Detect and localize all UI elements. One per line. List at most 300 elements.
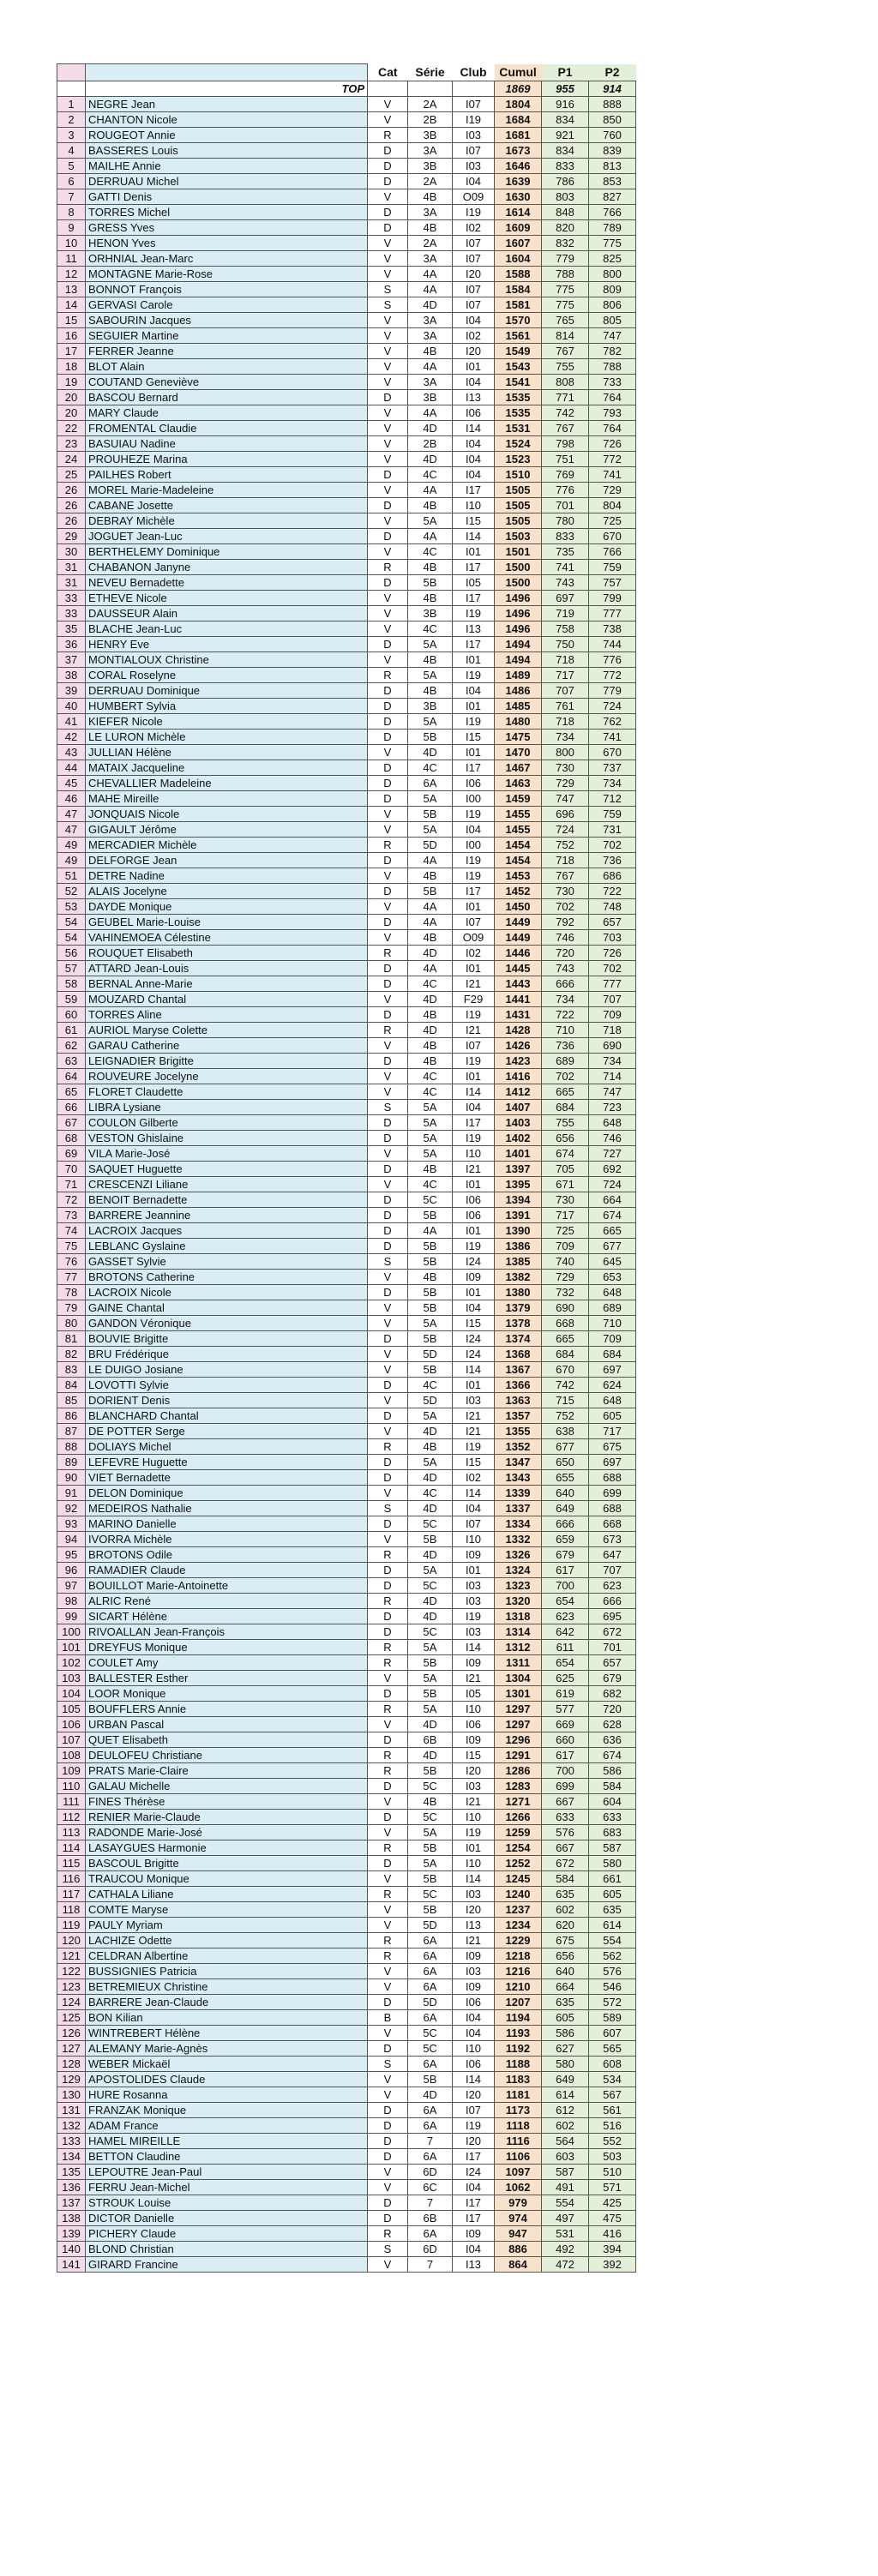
cell-rank: 111	[57, 1794, 86, 1810]
cell-name: BASCOUL Brigitte	[86, 1856, 368, 1871]
cell-cat: S	[368, 1100, 408, 1115]
cell-club: I21	[453, 1408, 495, 1424]
top-row	[57, 81, 636, 97]
cell-rank: 51	[57, 868, 86, 884]
cell-p1: 730	[542, 1192, 589, 1208]
cell-cat: R	[368, 1023, 408, 1038]
cell-serie: 5A	[408, 822, 453, 838]
cell-rank: 36	[57, 637, 86, 652]
cell-cat: V	[368, 1347, 408, 1362]
cell-p1: 668	[542, 1316, 589, 1331]
cell-serie: 4C	[408, 1177, 453, 1192]
cell-p2: 759	[589, 807, 636, 822]
cell-club: I21	[453, 1933, 495, 1949]
cell-cat: V	[368, 1362, 408, 1378]
cell-p2: 702	[589, 838, 636, 853]
cell-rank: 114	[57, 1840, 86, 1856]
cell-p1: 730	[542, 884, 589, 899]
cell-rank: 23	[57, 436, 86, 452]
cell-serie: 4C	[408, 621, 453, 637]
cell-p2: 684	[589, 1347, 636, 1362]
cell-cumul: 1355	[495, 1424, 542, 1439]
cell-serie: 5A	[408, 1100, 453, 1115]
cell-cumul: 1301	[495, 1686, 542, 1702]
cell-p2: 624	[589, 1378, 636, 1393]
cell-name: HAMEL MIREILLE	[86, 2134, 368, 2149]
cell-rank: 134	[57, 2149, 86, 2165]
cell-serie: 4A	[408, 529, 453, 544]
cell-p2: 800	[589, 267, 636, 282]
cell-rank: 130	[57, 2087, 86, 2103]
cell-rank: 112	[57, 1810, 86, 1825]
cell-rank: 121	[57, 1949, 86, 1964]
cell-serie: 5D	[408, 838, 453, 853]
cell-cat: D	[368, 730, 408, 745]
cell-p1: 602	[542, 1902, 589, 1918]
cell-serie: 4B	[408, 652, 453, 668]
cell-cat: S	[368, 282, 408, 297]
cell-rank: 58	[57, 976, 86, 992]
cell-cat: V	[368, 112, 408, 128]
cell-club: I13	[453, 621, 495, 637]
cell-cat: D	[368, 2134, 408, 2149]
cell-rank: 138	[57, 2211, 86, 2226]
cell-p1: 729	[542, 1270, 589, 1285]
cell-p1: 660	[542, 1732, 589, 1748]
cell-cat: V	[368, 1300, 408, 1316]
cell-rank: 104	[57, 1686, 86, 1702]
cell-name: MERCADIER Michèle	[86, 838, 368, 853]
cell-p2: 633	[589, 1810, 636, 1825]
cell-p2: 628	[589, 1717, 636, 1732]
cell-p2: 744	[589, 637, 636, 652]
cell-serie: 5C	[408, 2041, 453, 2057]
table-row	[57, 1501, 636, 1516]
cell-serie: 4B	[408, 498, 453, 513]
cell-club: I10	[453, 1146, 495, 1162]
header-cat: Cat	[368, 64, 408, 81]
cell-cat: D	[368, 714, 408, 730]
cell-cumul: 1630	[495, 189, 542, 205]
cell-cat: V	[368, 1871, 408, 1887]
cell-p1: 638	[542, 1424, 589, 1439]
table-row	[57, 776, 636, 791]
cell-name: DORIENT Denis	[86, 1393, 368, 1408]
cell-cumul: 1237	[495, 1902, 542, 1918]
cell-rank: 88	[57, 1439, 86, 1455]
cell-club: I07	[453, 236, 495, 251]
cell-name: CRESCENZI Liliane	[86, 1177, 368, 1192]
cell-cumul: 1496	[495, 621, 542, 637]
cell-club: O09	[453, 189, 495, 205]
cell-name: BLOT Alain	[86, 359, 368, 375]
cell-name: HENON Yves	[86, 236, 368, 251]
cell-club: I17	[453, 591, 495, 606]
cell-rank: 56	[57, 946, 86, 961]
cell-cat: R	[368, 1702, 408, 1717]
cell-cumul: 947	[495, 2226, 542, 2242]
cell-cat: V	[368, 359, 408, 375]
cell-name: BRU Frédérique	[86, 1347, 368, 1362]
table-row	[57, 637, 636, 652]
cell-p1: 718	[542, 853, 589, 868]
cell-p2: 724	[589, 1177, 636, 1192]
table-row	[57, 853, 636, 868]
cell-club: I19	[453, 112, 495, 128]
cell-serie: 6A	[408, 2226, 453, 2242]
cell-rank: 24	[57, 452, 86, 467]
cell-name: GAINE Chantal	[86, 1300, 368, 1316]
cell-rank: 76	[57, 1254, 86, 1270]
cell-p1: 697	[542, 591, 589, 606]
cell-club: I24	[453, 1254, 495, 1270]
cell-rank: 81	[57, 1331, 86, 1347]
cell-p2: 741	[589, 730, 636, 745]
cell-cat: V	[368, 1424, 408, 1439]
cell-serie: 4D	[408, 1470, 453, 1486]
table-row	[57, 976, 636, 992]
cell-cumul: 1446	[495, 946, 542, 961]
cell-p2: 567	[589, 2087, 636, 2103]
cell-rank: 95	[57, 1547, 86, 1563]
cell-cat: V	[368, 313, 408, 328]
cell-p1: 665	[542, 1084, 589, 1100]
table-row	[57, 1192, 636, 1208]
cell-cumul: 1401	[495, 1146, 542, 1162]
cell-serie: 4C	[408, 544, 453, 560]
cell-cat: D	[368, 1686, 408, 1702]
cell-rank: 26	[57, 483, 86, 498]
cell-p1: 667	[542, 1794, 589, 1810]
cell-name: BOUVIE Brigitte	[86, 1331, 368, 1347]
cell-name: GATTI Denis	[86, 189, 368, 205]
cell-serie: 4D	[408, 745, 453, 760]
cell-rank: 63	[57, 1054, 86, 1069]
cell-cumul: 1337	[495, 1501, 542, 1516]
cell-name: RIVOALLAN Jean-François	[86, 1624, 368, 1640]
cell-serie: 5A	[408, 1146, 453, 1162]
cell-serie: 5C	[408, 1624, 453, 1640]
cell-club: I03	[453, 1594, 495, 1609]
table-row	[57, 2180, 636, 2195]
cell-serie: 5B	[408, 1686, 453, 1702]
cell-name: MARINO Danielle	[86, 1516, 368, 1532]
table-row	[57, 730, 636, 745]
cell-p2: 657	[589, 1655, 636, 1671]
table-row	[57, 1115, 636, 1131]
cell-serie: 2B	[408, 436, 453, 452]
cell-p1: 603	[542, 2149, 589, 2165]
cell-cat: R	[368, 1547, 408, 1563]
cell-p2: 690	[589, 1038, 636, 1054]
cell-cumul: 1607	[495, 236, 542, 251]
cell-serie: 4D	[408, 1023, 453, 1038]
cell-club: I02	[453, 946, 495, 961]
cell-cumul: 1588	[495, 267, 542, 282]
cell-club: I24	[453, 1347, 495, 1362]
cell-rank: 77	[57, 1270, 86, 1285]
cell-cumul: 1106	[495, 2149, 542, 2165]
cell-serie: 5A	[408, 1671, 453, 1686]
table-row	[57, 1887, 636, 1902]
cell-rank: 1	[57, 97, 86, 112]
cell-rank: 33	[57, 591, 86, 606]
cell-p1: 620	[542, 1918, 589, 1933]
cell-p2: 788	[589, 359, 636, 375]
cell-club: I01	[453, 1069, 495, 1084]
table-row	[57, 544, 636, 560]
cell-cat: V	[368, 2180, 408, 2195]
cell-p2: 689	[589, 1300, 636, 1316]
cell-cumul: 1402	[495, 1131, 542, 1146]
cell-cumul: 1431	[495, 1007, 542, 1023]
cell-cumul: 1609	[495, 220, 542, 236]
cell-p1: 672	[542, 1856, 589, 1871]
cell-p1: 780	[542, 513, 589, 529]
cell-cat: R	[368, 1887, 408, 1902]
table-row	[57, 992, 636, 1007]
cell-name: BOUILLOT Marie-Antoinette	[86, 1578, 368, 1594]
table-row	[57, 313, 636, 328]
cell-serie: 5C	[408, 1810, 453, 1825]
cell-cumul: 1245	[495, 1871, 542, 1887]
cell-p2: 668	[589, 1516, 636, 1532]
cell-cumul: 1561	[495, 328, 542, 344]
cell-name: CORAL Roselyne	[86, 668, 368, 683]
cell-name: GIRARD Francine	[86, 2257, 368, 2273]
cell-cat: V	[368, 513, 408, 529]
cell-p2: 648	[589, 1285, 636, 1300]
cell-name: DOLIAYS Michel	[86, 1439, 368, 1455]
cell-club: I19	[453, 668, 495, 683]
cell-name: LEFEVRE Huguette	[86, 1455, 368, 1470]
top-p2: 914	[589, 81, 636, 97]
cell-serie: 5B	[408, 730, 453, 745]
cell-name: CATHALA Liliane	[86, 1887, 368, 1902]
cell-club: I10	[453, 1810, 495, 1825]
cell-p1: 832	[542, 236, 589, 251]
cell-p2: 727	[589, 1146, 636, 1162]
cell-club: I10	[453, 2041, 495, 2057]
cell-serie: 7	[408, 2195, 453, 2211]
cell-rank: 101	[57, 1640, 86, 1655]
cell-rank: 12	[57, 267, 86, 282]
cell-cat: D	[368, 1131, 408, 1146]
cell-rank: 80	[57, 1316, 86, 1331]
cell-rank: 102	[57, 1655, 86, 1671]
cell-p2: 688	[589, 1501, 636, 1516]
cell-rank: 85	[57, 1393, 86, 1408]
cell-cat: R	[368, 128, 408, 143]
cell-serie: 4B	[408, 1439, 453, 1455]
cell-rank: 93	[57, 1516, 86, 1532]
table-row	[57, 2010, 636, 2026]
cell-cumul: 1192	[495, 2041, 542, 2057]
cell-serie: 5B	[408, 1902, 453, 1918]
table-row	[57, 1007, 636, 1023]
cell-rank: 86	[57, 1408, 86, 1424]
cell-name: MEDEIROS Nathalie	[86, 1501, 368, 1516]
cell-p2: 664	[589, 1192, 636, 1208]
cell-club: I21	[453, 1023, 495, 1038]
table-row	[57, 899, 636, 915]
cell-club: I01	[453, 359, 495, 375]
cell-p2: 813	[589, 159, 636, 174]
cell-club: F29	[453, 992, 495, 1007]
cell-name: DEBRAY Michèle	[86, 513, 368, 529]
cell-cumul: 1505	[495, 483, 542, 498]
cell-serie: 4D	[408, 1609, 453, 1624]
cell-name: VAHINEMOEA Célestine	[86, 930, 368, 946]
cell-club: I01	[453, 1285, 495, 1300]
table-row	[57, 1640, 636, 1655]
cell-cat: V	[368, 1393, 408, 1408]
cell-cat: V	[368, 2257, 408, 2273]
table-row	[57, 1300, 636, 1316]
cell-p2: 416	[589, 2226, 636, 2242]
cell-cat: V	[368, 1270, 408, 1285]
cell-p1: 742	[542, 1378, 589, 1393]
cell-p2: 805	[589, 313, 636, 328]
cell-cumul: 1581	[495, 297, 542, 313]
cell-serie: 4D	[408, 297, 453, 313]
cell-rank: 107	[57, 1732, 86, 1748]
cell-club: I06	[453, 776, 495, 791]
cell-cat: D	[368, 1192, 408, 1208]
cell-p2: 747	[589, 328, 636, 344]
cell-cumul: 1407	[495, 1100, 542, 1115]
cell-name: ROUGEOT Annie	[86, 128, 368, 143]
cell-name: RAMADIER Claude	[86, 1563, 368, 1578]
cell-rank: 75	[57, 1239, 86, 1254]
table-row	[57, 791, 636, 807]
cell-name: BASSERES Louis	[86, 143, 368, 159]
cell-cumul: 1390	[495, 1223, 542, 1239]
cell-p1: 666	[542, 1516, 589, 1532]
cell-cumul: 1475	[495, 730, 542, 745]
cell-cat: D	[368, 1470, 408, 1486]
cell-p1: 649	[542, 1501, 589, 1516]
cell-club: I00	[453, 838, 495, 853]
cell-serie: 3A	[408, 313, 453, 328]
cell-club: I03	[453, 1779, 495, 1794]
cell-club: I06	[453, 1995, 495, 2010]
cell-cumul: 1428	[495, 1023, 542, 1038]
header-p2: P2	[589, 64, 636, 81]
cell-p2: 789	[589, 220, 636, 236]
table-row	[57, 1254, 636, 1270]
cell-club: I01	[453, 1177, 495, 1192]
top-label: TOP	[86, 81, 368, 97]
cell-name: PRATS Marie-Claire	[86, 1763, 368, 1779]
table-row	[57, 267, 636, 282]
cell-rank: 140	[57, 2242, 86, 2257]
cell-rank: 10	[57, 236, 86, 251]
cell-club: I19	[453, 205, 495, 220]
cell-rank: 52	[57, 884, 86, 899]
cell-serie: 4D	[408, 992, 453, 1007]
cell-cumul: 1378	[495, 1316, 542, 1331]
cell-rank: 127	[57, 2041, 86, 2057]
cell-rank: 137	[57, 2195, 86, 2211]
cell-rank: 136	[57, 2180, 86, 2195]
cell-p1: 617	[542, 1563, 589, 1578]
cell-p1: 734	[542, 992, 589, 1007]
cell-cat: V	[368, 1038, 408, 1054]
table-row	[57, 159, 636, 174]
cell-club: I17	[453, 483, 495, 498]
table-row	[57, 467, 636, 483]
cell-p2: 679	[589, 1671, 636, 1686]
cell-cumul: 1324	[495, 1563, 542, 1578]
cell-p1: 675	[542, 1933, 589, 1949]
cell-cat: R	[368, 560, 408, 575]
cell-serie: 5B	[408, 1331, 453, 1347]
cell-cat: V	[368, 1979, 408, 1995]
cell-club: I19	[453, 714, 495, 730]
cell-rank: 83	[57, 1362, 86, 1378]
table-row	[57, 1378, 636, 1393]
cell-cumul: 1443	[495, 976, 542, 992]
table-row	[57, 143, 636, 159]
cell-rank: 3	[57, 128, 86, 143]
cell-cumul: 1426	[495, 1038, 542, 1054]
cell-cumul: 1523	[495, 452, 542, 467]
cell-p2: 888	[589, 97, 636, 112]
cell-cumul: 1494	[495, 652, 542, 668]
cell-p1: 690	[542, 1300, 589, 1316]
cell-p1: 580	[542, 2057, 589, 2072]
cell-cumul: 1297	[495, 1702, 542, 1717]
table-row	[57, 1408, 636, 1424]
table-row	[57, 1748, 636, 1763]
cell-rank: 30	[57, 544, 86, 560]
cell-cumul: 1505	[495, 513, 542, 529]
cell-rank: 124	[57, 1995, 86, 2010]
cell-serie: 4B	[408, 1162, 453, 1177]
cell-serie: 6A	[408, 2010, 453, 2026]
cell-club: I15	[453, 513, 495, 529]
cell-club: I09	[453, 2226, 495, 2242]
cell-serie: 3B	[408, 159, 453, 174]
cell-club: I19	[453, 1825, 495, 1840]
cell-cumul: 1118	[495, 2118, 542, 2134]
cell-cumul: 1252	[495, 1856, 542, 1871]
cell-name: ROUQUET Elisabeth	[86, 946, 368, 961]
cell-cumul: 1254	[495, 1840, 542, 1856]
cell-p1: 724	[542, 822, 589, 838]
cell-cumul: 1343	[495, 1470, 542, 1486]
cell-name: COMTE Maryse	[86, 1902, 368, 1918]
cell-cumul: 1339	[495, 1486, 542, 1501]
cell-name: BONNOT François	[86, 282, 368, 297]
cell-p1: 765	[542, 313, 589, 328]
table-row	[57, 1933, 636, 1949]
table-row	[57, 282, 636, 297]
cell-cat: D	[368, 174, 408, 189]
cell-name: MONTIALOUX Christine	[86, 652, 368, 668]
cell-p1: 619	[542, 1686, 589, 1702]
table-row	[57, 390, 636, 405]
table-row	[57, 1486, 636, 1501]
cell-rank: 4	[57, 143, 86, 159]
cell-serie: 5A	[408, 1856, 453, 1871]
cell-cumul: 1385	[495, 1254, 542, 1270]
cell-p1: 755	[542, 1115, 589, 1131]
cell-serie: 6B	[408, 2211, 453, 2226]
cell-cumul: 1535	[495, 390, 542, 405]
cell-p1: 736	[542, 1038, 589, 1054]
